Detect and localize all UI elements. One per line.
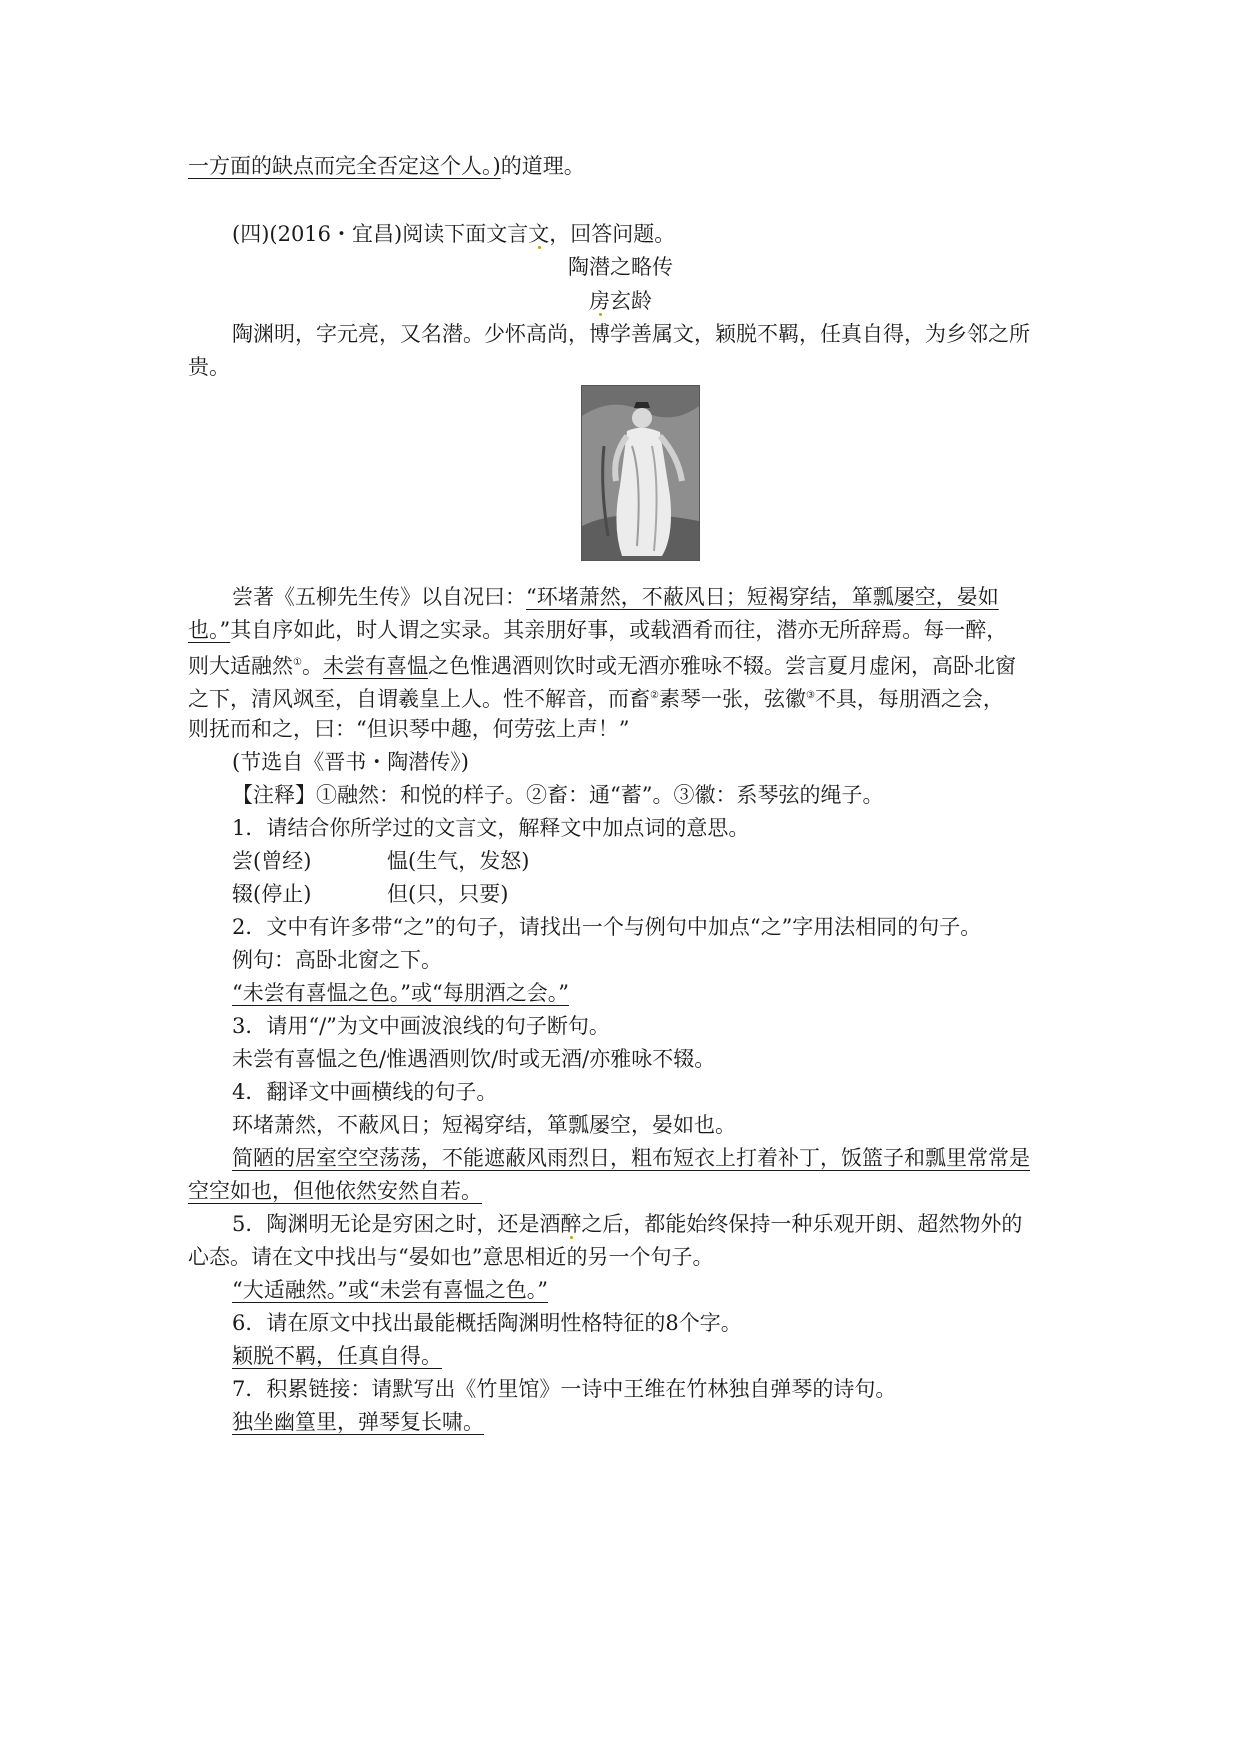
passage-p2-line2 bbox=[188, 615, 1007, 645]
intro-tail-line bbox=[188, 151, 585, 181]
passage-p1-line1: 陶渊明，字元亮，又名潜。少怀高尚，博学善属文，颖脱不羁，任真自得，为乡邻之所 bbox=[232, 322, 1030, 346]
question-4: 4．翻译文中画横线的句子。 bbox=[232, 1080, 498, 1104]
question-3: 3．请用“/”为文中画波浪线的句子断句。 bbox=[232, 1014, 610, 1038]
p2-line2-text: 其自序如此，时人谓之实录。其亲朋好事，或载酒肴而往，潜亦无所辞焉。每一醉， bbox=[230, 618, 1008, 642]
section-heading-text: (四)(2016・宜昌)阅读下面文言 bbox=[232, 222, 529, 246]
question-6: 6．请在原文中找出最能概括陶渊明性格特征的8个字。 bbox=[232, 1311, 742, 1335]
author-rest: 玄龄 bbox=[610, 289, 652, 313]
section-heading-dotted-char: 文 bbox=[528, 222, 550, 246]
q3-answer: 未尝有喜愠之色/惟遇酒则饮/时或无酒/亦雅咏不辍。 bbox=[232, 1047, 716, 1071]
passage-source: (节选自《晋书・陶潜传》) bbox=[232, 750, 469, 774]
q6-answer: 颖脱不羁，任真自得。 bbox=[232, 1344, 442, 1368]
question-7: 7．积累链接：请默写出《竹里馆》一诗中王维在竹林独自弹琴的诗句。 bbox=[232, 1377, 897, 1401]
q2-answer: “未尝有喜愠之色。”或“每朋酒之会。” bbox=[232, 981, 569, 1005]
passage-p2-line4 bbox=[188, 681, 1004, 711]
question-2: 2．文中有许多带“之”的句子，请找出一个与例句中加点“之”字用法相同的句子。 bbox=[232, 915, 982, 939]
passage-p2-line3 bbox=[188, 648, 1016, 678]
q7-answer: 独坐幽篁里，弹琴复长啸。 bbox=[232, 1410, 484, 1434]
p2-line3-punct: 。 bbox=[301, 654, 323, 678]
p2-line3-text: 则大适融然 bbox=[188, 654, 293, 678]
note-marker-2: ② bbox=[650, 690, 659, 701]
q1-answer-3: 辍(停止) bbox=[232, 882, 312, 906]
p2-line1-underlined: “环堵萧然，不蔽风日；短褐穿结，箪瓢屡空，晏如 bbox=[526, 585, 999, 609]
q5-text-end: 之后，都能始终保持一种乐观开朗、超然物外的 bbox=[581, 1212, 1023, 1236]
q1-answer-4: 但(只，只要) bbox=[387, 882, 509, 906]
q5-dotted-char: 醉 bbox=[560, 1212, 582, 1236]
passage-p2-line1 bbox=[232, 582, 999, 612]
question-1: 1．请结合你所学过的文言文，解释文中加点词的意思。 bbox=[232, 816, 750, 840]
q2-example: 例句：高卧北窗之下。 bbox=[232, 948, 442, 972]
p2-line1-text: 尝著《五柳先生传》以自况曰： bbox=[232, 585, 526, 609]
q4-sentence: 环堵萧然，不蔽风日；短褐穿结，箪瓢屡空，晏如也。 bbox=[232, 1113, 736, 1137]
passage-p2-line5: 则抚而和之，曰：“但识琴中趣，何劳弦上声！” bbox=[188, 717, 630, 741]
section-heading bbox=[232, 219, 675, 249]
note-marker-3: ③ bbox=[805, 690, 815, 701]
q4-answer-line1: 简陋的居室空空荡荡，不能遮蔽风雨烈日，粗布短衣上打着补丁，饭篮子和瓢里常常是 bbox=[232, 1146, 1030, 1170]
q5-text: 5．陶渊明无论是穷困之时，还是酒 bbox=[232, 1212, 561, 1236]
section-heading-text-end: ，回答问题。 bbox=[549, 222, 676, 246]
q5-answer: “大适融然。”或“未尝有喜愠之色。” bbox=[232, 1278, 548, 1302]
passage-author bbox=[0, 286, 1241, 316]
p2-line2-underlined: 也。” bbox=[188, 618, 231, 642]
p2-line3-rest: 之色惟遇酒则饮时或无酒亦雅咏不辍。尝言夏月虚闲，高卧北窗 bbox=[427, 654, 1016, 678]
author-dotted-char: 房 bbox=[589, 289, 610, 313]
intro-tail-rest: 的道理。 bbox=[500, 154, 585, 178]
q1-answer-2: 愠(生气，发怒) bbox=[387, 849, 530, 873]
passage-title: 陶潜之略传 bbox=[568, 255, 673, 279]
p2-line4-text: 之下，清风飒至，自谓羲皇上人。性不解音，而畜 bbox=[188, 687, 650, 711]
intro-tail-underlined: 一方面的缺点而完全否定这个人。) bbox=[188, 154, 501, 178]
p2-line4-text-3: 不具，每朋酒之会， bbox=[814, 687, 1004, 711]
q1-answer-row-1 bbox=[232, 846, 311, 876]
question-5-line1 bbox=[232, 1209, 1022, 1239]
portrait-figure-illustration bbox=[582, 386, 699, 560]
passage-p1-line2: 贵。 bbox=[188, 355, 230, 379]
question-5-line2: 心态。请在文中找出与“晏如也”意思相近的另一个句子。 bbox=[188, 1245, 714, 1269]
q4-answer-line2: 空空如也，但他依然安然自若。 bbox=[188, 1179, 482, 1203]
passage-notes: 【注释】①融然：和悦的样子。②畜：通“蓄”。③徽：系琴弦的绳子。 bbox=[232, 783, 884, 807]
p2-line4-text-2: 素琴一张，弦徽 bbox=[658, 687, 806, 711]
q1-answer-1: 尝(曾经) bbox=[232, 849, 312, 873]
p2-line3-underlined: 未尝有喜愠 bbox=[322, 654, 428, 678]
note-marker-1: ① bbox=[293, 657, 302, 668]
portrait-image bbox=[581, 385, 700, 561]
